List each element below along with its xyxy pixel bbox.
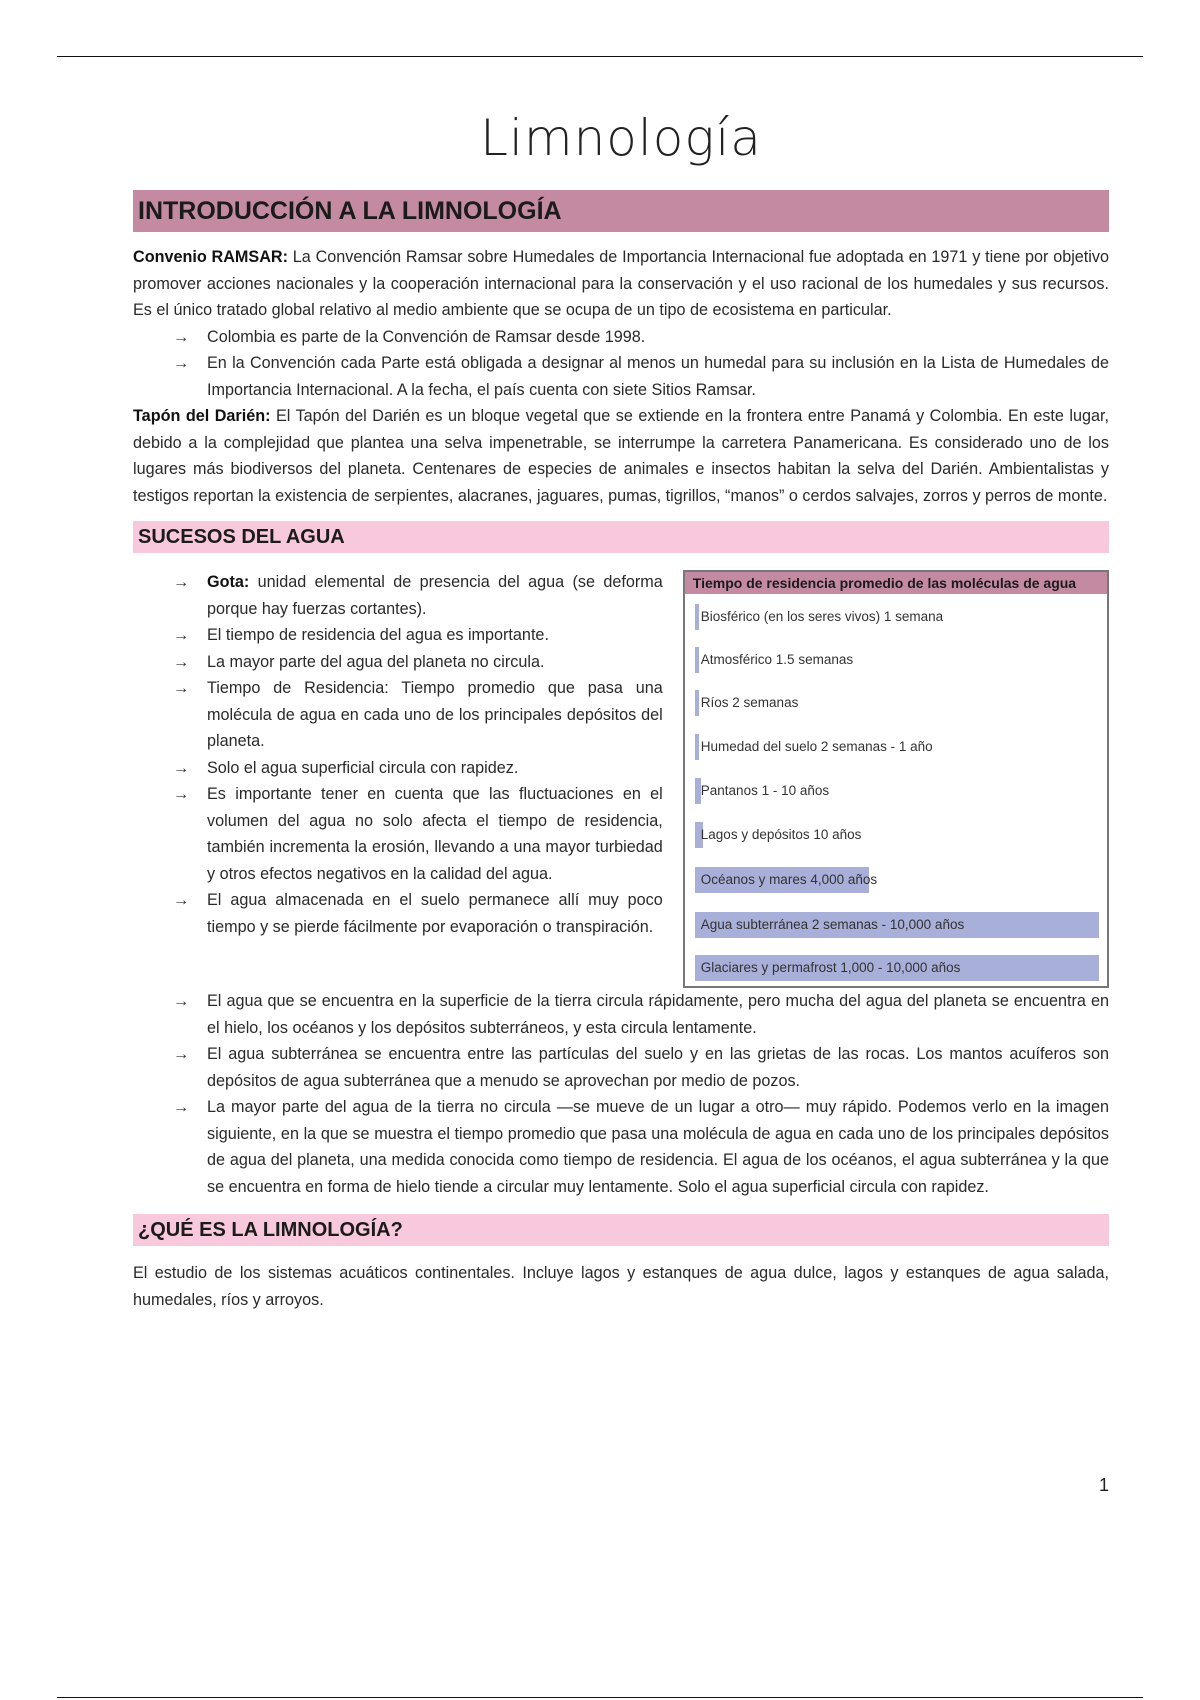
list-item: → El tiempo de residencia del agua es importante. — [133, 622, 663, 649]
section-heading-que-es: ¿QUÉ ES LA LIMNOLOGÍA? — [133, 1214, 1109, 1246]
list-item: → Es importante tener en cuenta que las fluctuaciones en el volumen del agua no solo afecta el tiempo de residencia, también incrementa la erosión, llevando a una mayor turbiedad y otros efectos negativos en la calidad del agua. — [133, 781, 663, 887]
list-item: → Tiempo de Residencia: Tiempo promedio que pasa una molécula de agua en cada uno de los principales depósitos del planeta. — [133, 675, 663, 755]
list-item: → El agua almacenada en el suelo permanece allí muy poco tiempo y se pierde fácilmente por evaporación o transpiración. — [133, 887, 663, 940]
que-es-paragraph: El estudio de los sistemas acuáticos continentales. Incluye lagos y estanques de agua dulce, lagos y estanques de agua salada, humedales, ríos y arroyos. — [133, 1264, 1109, 1309]
figure-row-label: Agua subterránea 2 semanas - 10,000 años — [700, 917, 965, 932]
ramsar-paragraph — [133, 244, 1109, 324]
darien-text: El Tapón del Darién es un bloque vegetal que se extiende en la frontera entre Panamá y Colombia. En este lugar, debido a la complejidad que plantea una selva impenetrable, se interrumpe la carretera Panamericana. Es considerado uno de los lugares más biodiversos del planeta. Centenares de especies de animales e insectos habitan la selva del Darién. Ambientalistas y testigos reportan la existencia de serpientes, alacranes, jaguares, pumas, tigrillos, “manos” o cerdos salvajes, zorros y perros de monte. — [133, 407, 1109, 505]
sucesos-full-bullet-list — [133, 988, 1109, 1200]
ramsar-bullet-list — [133, 324, 1109, 404]
figure-row-label: Atmosférico 1.5 semanas — [700, 652, 854, 667]
page-body — [133, 108, 1109, 1313]
gota-label: Gota: — [207, 573, 250, 591]
figure-row — [695, 734, 933, 760]
arrow-icon: → — [173, 891, 190, 909]
document-title: Limnología — [480, 109, 762, 167]
arrow-icon: → — [173, 1098, 190, 1116]
figure-row — [695, 690, 799, 716]
figure-row — [695, 778, 829, 804]
residence-time-figure — [683, 570, 1109, 988]
arrow-icon: → — [173, 679, 190, 697]
sucesos-left-column — [133, 569, 663, 988]
sucesos-two-column — [133, 569, 1109, 988]
bottom-rule — [57, 1697, 1143, 1698]
figure-row — [695, 912, 964, 938]
figure-title: Tiempo de residencia promedio de las moléculas de agua — [685, 572, 1107, 594]
arrow-icon: → — [173, 573, 190, 591]
list-item: → La mayor parte del agua del planeta no circula. — [133, 649, 663, 676]
figure-row-label: Biosférico (en los seres vivos) 1 semana — [700, 609, 944, 624]
section-heading-sucesos: SUCESOS DEL AGUA — [133, 521, 1109, 553]
figure-row — [695, 955, 961, 981]
arrow-icon: → — [173, 652, 190, 671]
figure-row-label: Pantanos 1 - 10 años — [700, 783, 830, 798]
figure-row — [695, 867, 877, 893]
figure-row-label: Océanos y mares 4,000 años — [700, 872, 878, 887]
ramsar-label: Convenio RAMSAR: — [133, 248, 288, 266]
arrow-icon: → — [173, 1045, 190, 1063]
arrow-icon: → — [173, 992, 190, 1010]
list-item: → El agua que se encuentra en la superficie de la tierra circula rápidamente, pero mucha del agua del planeta se encuentra en el hielo, los océanos y los depósitos subterráneos, y esta circula lentamente. — [133, 988, 1109, 1041]
sucesos-bullet-list — [133, 569, 663, 940]
list-item: → En la Convención cada Parte está obligada a designar al menos un humedal para su inclusión en la Lista de Humedales de Importancia Internacional. A la fecha, el país cuenta con siete Sitios Ramsar. — [133, 350, 1109, 403]
list-item: → Colombia es parte de la Convención de Ramsar desde 1998. — [133, 324, 1109, 351]
arrow-icon: → — [173, 758, 190, 777]
figure-row — [695, 647, 853, 673]
figure-row-label: Glaciares y permafrost 1,000 - 10,000 años — [700, 960, 961, 975]
list-item: → Gota: unidad elemental de presencia del agua (se deforma porque hay fuerzas cortantes). — [133, 569, 663, 622]
figure-row-label: Lagos y depósitos 10 años — [700, 827, 862, 842]
figure-row — [695, 604, 943, 630]
darien-label: Tapón del Darién: — [133, 407, 271, 425]
page-number: 1 — [1098, 1475, 1109, 1495]
arrow-icon: → — [173, 626, 190, 644]
list-item: → El agua subterránea se encuentra entre las partículas del suelo y en las grietas de las rocas. Los mantos acuíferos son depósitos de agua subterránea que a menudo se aprovechan por medio de pozos. — [133, 1041, 1109, 1094]
list-item: → Solo el agua superficial circula con rapidez. — [133, 755, 663, 782]
arrow-icon: → — [173, 354, 190, 372]
figure-row-label: Humedad del suelo 2 semanas - 1 año — [700, 739, 933, 754]
figure-row-label: Ríos 2 semanas — [700, 695, 799, 710]
darien-paragraph — [133, 403, 1109, 509]
arrow-icon: → — [173, 785, 190, 803]
arrow-icon: → — [173, 327, 190, 346]
ramsar-text: La Convención Ramsar sobre Humedales de Importancia Internacional fue adoptada en 1971 y tiene por objetivo promover acciones nacionales y la cooperación internacional para la conservación y el uso racional de los humedales y sus recursos. Es el único tratado global relativo al medio ambiente que se ocupa de un tipo de ecosistema en particular. — [133, 248, 1109, 319]
top-rule — [57, 56, 1143, 57]
list-item: → La mayor parte del agua de la tierra no circula —se mueve de un lugar a otro— muy rápido. Podemos verlo en la imagen siguiente, en la que se muestra el tiempo promedio que pasa una molécula de agua en cada uno de los principales depósitos de agua del planeta, una medida conocida como tiempo de residencia. El agua de los océanos, el agua subterránea y la que se encuentra en forma de hielo tiende a circular muy lentamente. Solo el agua superficial circula con rapidez. — [133, 1094, 1109, 1200]
figure-row — [695, 822, 862, 848]
section-heading-intro: INTRODUCCIÓN A LA LIMNOLOGÍA — [133, 190, 1109, 232]
